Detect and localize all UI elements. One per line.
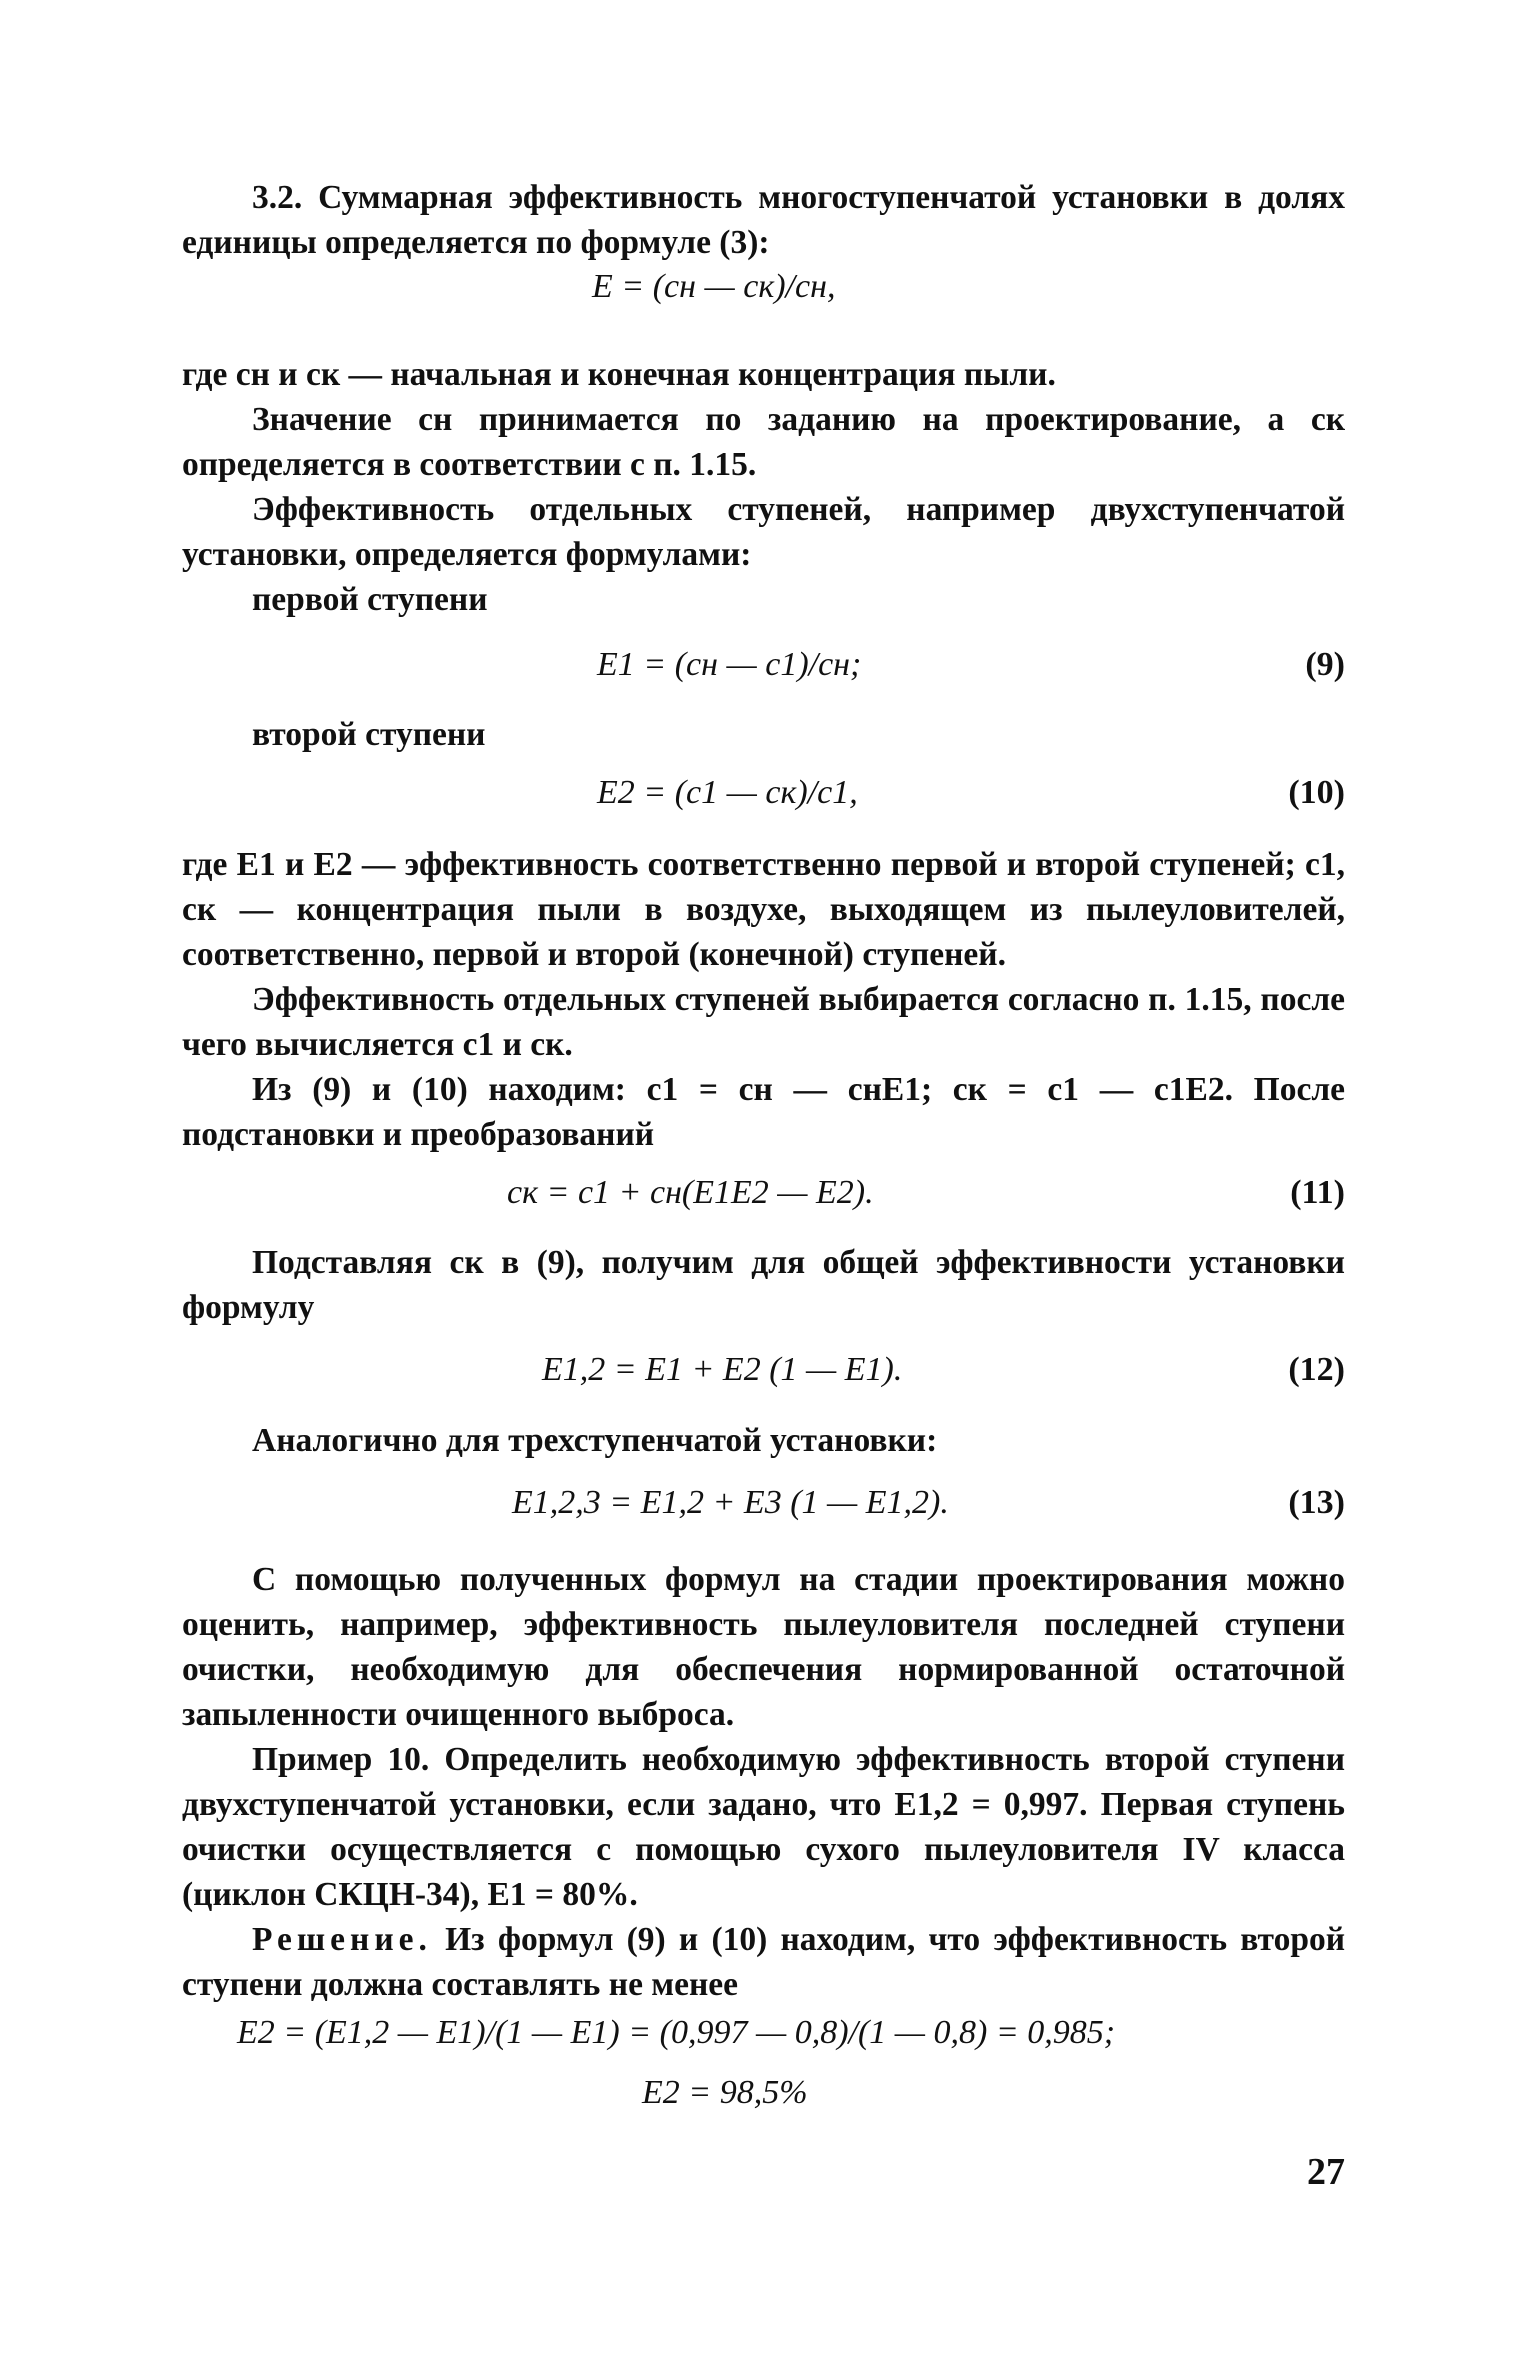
equation-13-formula: E1,2,3 = E1,2 + E3 (1 — E1,2). <box>512 1484 949 1521</box>
text-block-middle <box>182 842 1345 1157</box>
paragraph-stage-selection: Эффективность отдельных ступеней выбирается согласно п. 1.15, после чего вычисляется c1 и cк. <box>182 981 1345 1063</box>
label-second-stage: второй ступени <box>252 716 486 753</box>
equation-9 <box>182 640 1345 690</box>
solution-text: Из формул (9) и (10) находим, что эффективность второй ступени должна составлять не менее <box>182 1921 1345 2003</box>
equation-10-formula: E2 = (c1 — cк)/c1, <box>597 774 858 811</box>
example-text: Определить необходимую эффективность второй ступени двухступенчатой установки, если задано, что E1,2 = 0,997. Первая ступень очистки осуществляется с помощью сухого пылеуловителя IV класса (циклон СКЦН-34), E1 = 80%. <box>182 1741 1345 1913</box>
paragraph-example-10 <box>182 1737 1345 1917</box>
text-block-substitution <box>182 1240 1345 1330</box>
paragraph-3-2: 3.2. Суммарная эффективность многоступенчатой установки в долях единицы определяется по формуле (3): <box>182 179 1345 261</box>
equation-11-formula: cк = c1 + cн(E1E2 — E2). <box>507 1174 874 1211</box>
equation-12-formula: E1,2 = E1 + E2 (1 — E1). <box>542 1351 903 1388</box>
paragraph-solution <box>182 1917 1345 2007</box>
paragraph-where-e1-e2: где E1 и E2 — эффективность соответственно первой и второй ступеней; c1, cк — концентрация пыли в воздухе, выходящем из пылеуловителей, соответственно, первой и второй (конечной) ступеней. <box>182 846 1345 973</box>
equation-10-number: (10) <box>1288 774 1345 811</box>
paragraph-cn-value: Значение cн принимается по заданию на проектирование, а cк определяется в соответствии с п. 1.15. <box>182 401 1345 483</box>
equation-final-2-formula: E2 = 98,5% <box>642 2074 808 2111</box>
equation-11-number: (11) <box>1290 1174 1345 1211</box>
equation-3 <box>182 262 1345 312</box>
paragraph-substituting: Подставляя cк в (9), получим для общей эффективности установки формулу <box>182 1244 1345 1326</box>
equation-13-number: (13) <box>1288 1484 1345 1521</box>
text-block-top <box>182 175 1345 265</box>
label-second-stage-block <box>182 712 1345 757</box>
equation-final-2 <box>182 2068 1345 2118</box>
text-block-three-stage <box>182 1418 1345 1463</box>
paragraph-stage-efficiency: Эффективность отдельных ступеней, например двухступенчатой установки, определяется формулами: <box>182 491 1345 573</box>
page-number: 27 <box>1307 2151 1345 2193</box>
equation-9-formula: E1 = (cн — c1)/cн; <box>597 646 862 683</box>
text-block-bottom <box>182 1557 1345 2007</box>
solution-label: Решение. <box>252 1921 432 1958</box>
label-first-stage: первой ступени <box>252 581 488 618</box>
equation-3-formula: E = (cн — cк)/cн, <box>592 268 836 305</box>
paragraph-from-9-10: Из (9) и (10) находим: c1 = cн — cнE1; cк = c1 — c1E2. После подстановки и преобразований <box>182 1071 1345 1153</box>
equation-final-1-formula: E2 = (E1,2 — E1)/(1 — E1) = (0,997 — 0,8)/(1 — 0,8) = 0,985; <box>237 2014 1116 2051</box>
paragraph-three-stage: Аналогично для трехступенчатой установки: <box>252 1422 938 1459</box>
paragraph-where-cn-ck: где cн и cк — начальная и конечная концентрация пыли. <box>182 356 1056 393</box>
equation-11 <box>182 1168 1345 1218</box>
equation-final-1 <box>182 2008 1345 2058</box>
equation-10 <box>182 768 1345 818</box>
example-label: Пример 10. <box>252 1741 430 1778</box>
label-first-stage-block <box>182 577 1345 622</box>
paragraph-using-formulas: С помощью полученных формул на стадии проектирования можно оценить, например, эффективность пылеуловителя последней ступени очистки, необходимую для обеспечения нормированной остаточной запыленности очищенного выброса. <box>182 1561 1345 1733</box>
equation-12-number: (12) <box>1288 1351 1345 1388</box>
equation-13 <box>182 1478 1345 1528</box>
equation-9-number: (9) <box>1305 646 1345 683</box>
equation-12 <box>182 1345 1345 1395</box>
text-block-definitions <box>182 352 1345 577</box>
